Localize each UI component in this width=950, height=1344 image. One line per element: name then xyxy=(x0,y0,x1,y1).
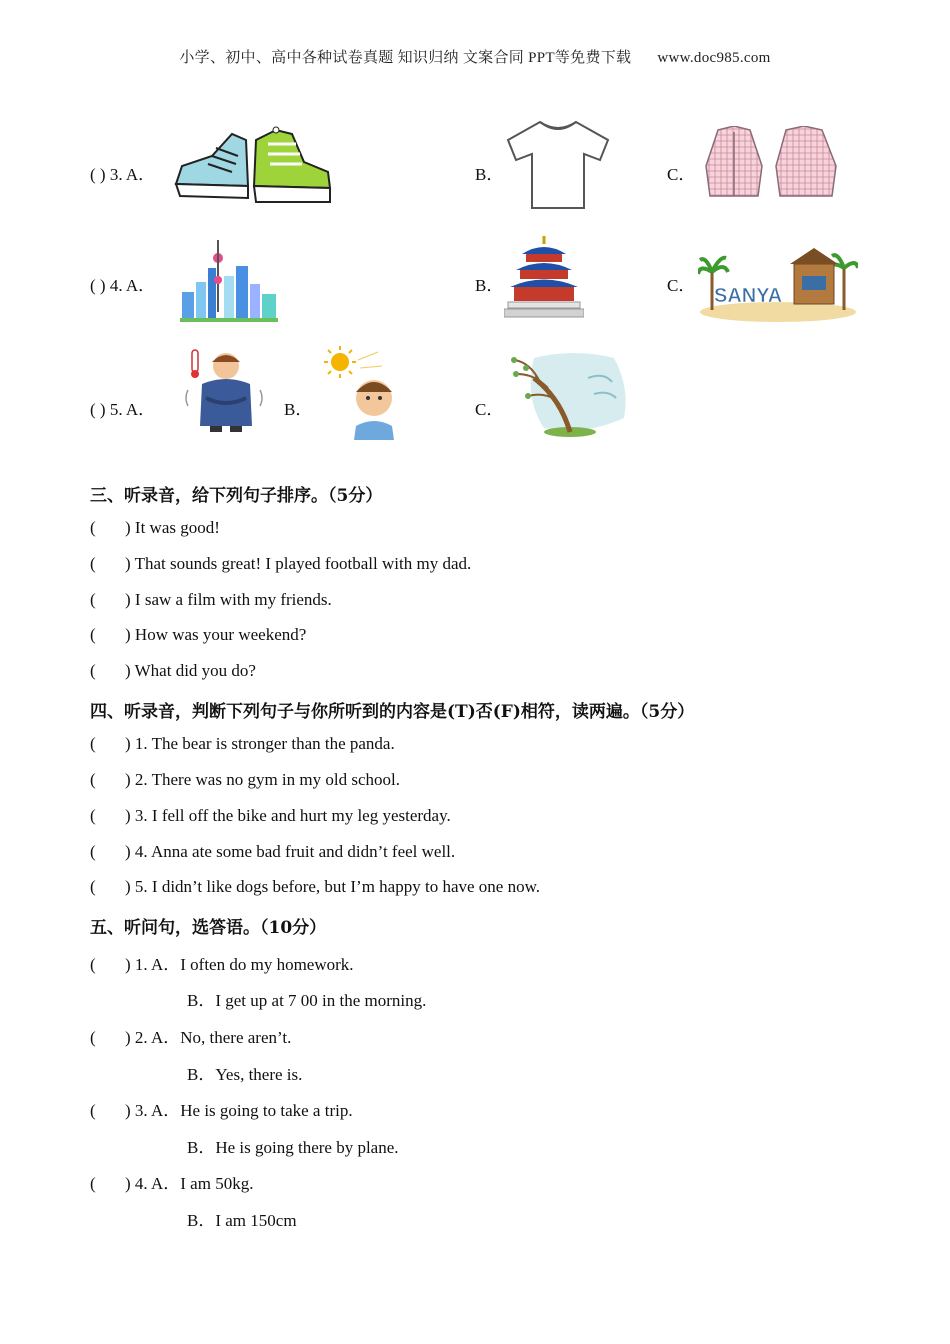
section-5-item-1-a: ( ) 1. A．I often do my homework. xyxy=(90,955,354,974)
header-text: 小学、初中、高中各种试卷真题 知识归纳 文案合同 PPT等免费下载 xyxy=(179,50,632,66)
header-url: www.doc985.com xyxy=(657,50,771,66)
tshirt-picture[interactable] xyxy=(504,118,612,212)
section-3-item-3: ( ) I saw a film with my friends. xyxy=(90,590,332,609)
section-4-item-2: ( ) 2. There was no gym in my old school. xyxy=(90,770,400,789)
section-3-item-4: ( ) How was your weekend? xyxy=(90,625,307,644)
answer-blank[interactable]: ( xyxy=(90,590,96,609)
section-5-item-2-b: B．Yes, there is. xyxy=(187,1065,303,1084)
section-3-item-5: ( ) What did you do? xyxy=(90,661,256,680)
section-5-item-2-a: ( ) 2. A．No, there aren’t. xyxy=(90,1028,292,1047)
temple-of-heaven-picture[interactable] xyxy=(504,234,584,320)
sanya-beach-picture[interactable] xyxy=(698,242,858,324)
section-5-item-4-b: B．I am 150cm xyxy=(187,1211,297,1230)
windy-tree-picture[interactable] xyxy=(504,348,630,440)
section-4-title: 四、听录音，判断下列句子与你所听到的内容是(T)否(F)相符，读两遍。（5分） xyxy=(90,702,695,722)
sanya-text: SANYA xyxy=(714,285,783,307)
answer-blank[interactable]: ( xyxy=(90,955,96,974)
answer-blank[interactable]: ( xyxy=(90,770,96,789)
answer-blank[interactable]: ( xyxy=(90,625,96,644)
shirt-front xyxy=(706,126,762,196)
shirt-back xyxy=(776,126,836,196)
answer-blank[interactable]: ( xyxy=(90,806,96,825)
city-skyline-picture[interactable] xyxy=(180,238,278,322)
cold-man-picture[interactable] xyxy=(184,346,266,434)
answer-blank[interactable]: ( xyxy=(90,518,96,537)
checked-shirts-picture[interactable] xyxy=(700,126,842,200)
question-4-option-c: C． xyxy=(667,276,696,295)
section-4-item-5: ( ) 5. I didn’t like dogs before, but I’m happy to have one now. xyxy=(90,877,540,896)
answer-blank[interactable]: ( xyxy=(90,1101,96,1120)
question-4-option-b: B． xyxy=(475,276,504,295)
answer-blank[interactable]: ( xyxy=(90,554,96,573)
question-4-label: ( ) 4. A． xyxy=(90,276,156,295)
blue-sneaker xyxy=(176,134,248,198)
question-3-option-b: B． xyxy=(475,165,504,184)
section-4-item-4: ( ) 4. Anna ate some bad fruit and didn’t feel well. xyxy=(90,842,456,861)
answer-blank[interactable]: ( xyxy=(90,734,96,753)
answer-blank[interactable]: ( xyxy=(90,877,96,896)
question-3-option-c: C． xyxy=(667,165,696,184)
page-header xyxy=(0,46,950,67)
answer-blank[interactable]: ( xyxy=(90,842,96,861)
green-sneaker xyxy=(254,127,330,202)
section-5-title: 五、听问句，选答语。（10分） xyxy=(90,918,327,938)
section-4-item-1: ( ) 1. The bear is stronger than the panda. xyxy=(90,734,395,753)
section-3-item-1: ( ) It was good! xyxy=(90,518,220,537)
answer-blank[interactable]: ( xyxy=(90,1174,96,1193)
section-3-item-2: ( ) That sounds great! I played football with my dad. xyxy=(90,554,472,573)
hot-boy-picture[interactable] xyxy=(322,346,398,440)
question-5-option-b: B． xyxy=(284,400,313,419)
answer-blank[interactable]: ( xyxy=(90,1028,96,1047)
sneakers-picture[interactable] xyxy=(172,126,334,210)
section-4-item-3: ( ) 3. I fell off the bike and hurt my leg yesterday. xyxy=(90,806,451,825)
answer-blank[interactable]: ( xyxy=(90,661,96,680)
section-5-item-4-a: ( ) 4. A．I am 50kg. xyxy=(90,1174,254,1193)
question-3-label: ( ) 3. A． xyxy=(90,165,156,184)
question-5-option-c: C． xyxy=(475,400,504,419)
section-5-item-1-b: B．I get up at 7 00 in the morning. xyxy=(187,991,427,1010)
question-5-label: ( ) 5. A． xyxy=(90,400,156,419)
section-3-title: 三、听录音，给下列句子排序。（5分） xyxy=(90,486,383,506)
section-5-item-3-b: B．He is going there by plane. xyxy=(187,1138,399,1157)
section-5-item-3-a: ( ) 3. A．He is going to take a trip. xyxy=(90,1101,353,1120)
